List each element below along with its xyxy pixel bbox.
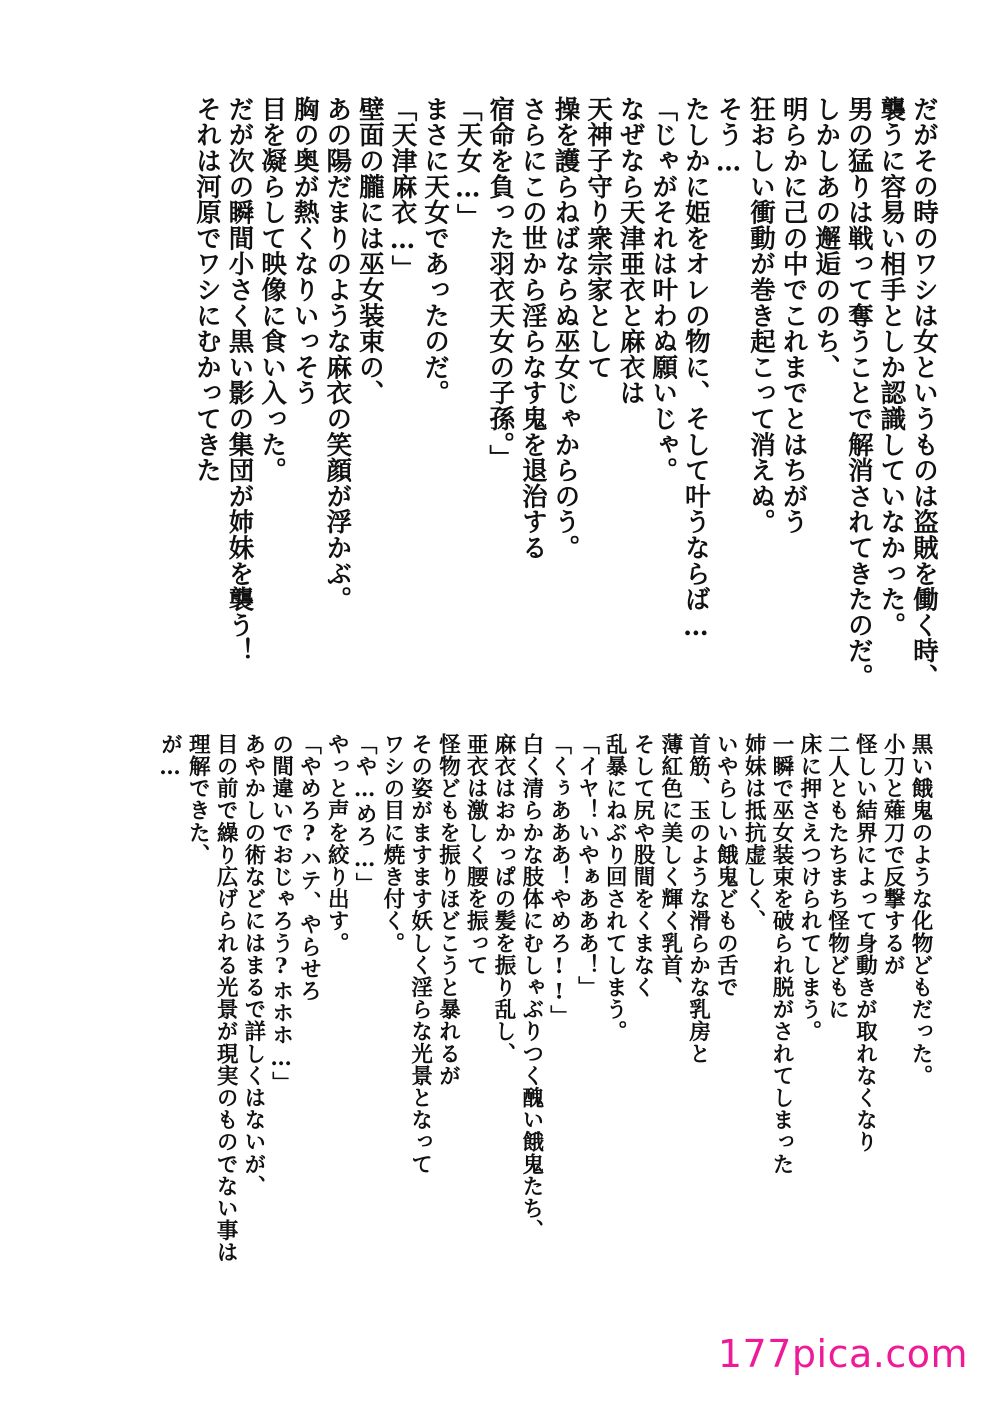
bottom-text-block xyxy=(156,733,934,1353)
bottom-line-21: 「や…めろ…」 xyxy=(352,733,378,895)
bottom-line-28: が… xyxy=(157,733,183,781)
bottom-line-4: 二人ともたちまち怪物どもに xyxy=(824,733,850,1021)
bottom-line-10: 薄紅色に美しく輝く乳首、 xyxy=(657,733,683,999)
bottom-line-13: 「イヤ！いやぁあああ！」 xyxy=(574,733,600,999)
top-line-4: しかしあの邂逅ののち、 xyxy=(811,96,842,380)
top-line-3: 男の猛りは戦って奪うことで解消されてきたのだ。 xyxy=(843,96,874,690)
bottom-line-6: 一瞬で巫女装束を破られ脱がされてしまった xyxy=(769,733,795,1175)
bottom-line-2: 小刀と薙刀で反撃するが xyxy=(880,733,906,977)
bottom-line-27: 理解できた、 xyxy=(185,733,211,866)
top-line-12: 操を護らねばならぬ巫女じゃからのう。 xyxy=(550,96,581,561)
top-line-13: さらにこの世から淫らなす鬼を退治する xyxy=(517,96,548,561)
top-line-18: 壁面の朧には巫女装束の、 xyxy=(354,96,385,406)
top-line-23: それは河原でワシにむかってきた xyxy=(191,96,222,483)
top-line-15: 「天女…」 xyxy=(452,96,483,230)
top-text-block xyxy=(190,96,940,706)
bottom-line-20: ワシの目に焼き付く。 xyxy=(379,733,405,954)
bottom-line-8: いやらしい餓鬼どもの舌で xyxy=(713,733,739,999)
bottom-line-26: 目の前で繰り広げられる光景が現実のものでない事は xyxy=(213,733,239,1264)
bottom-line-3: 怪しい結界によって身動きが取れなくなり xyxy=(852,733,878,1153)
top-line-17: 「天津麻衣…」 xyxy=(387,96,418,282)
bottom-line-17: 亜衣は激しく腰を振って xyxy=(463,733,489,977)
top-line-16: まさに天女であったのだ。 xyxy=(420,96,451,406)
bottom-line-18: 怪物どもを振りほどこうと暴れるが xyxy=(435,733,461,1087)
bottom-line-11: そして尻や股間をくまなく xyxy=(630,733,656,999)
top-line-19: あの陽だまりのような麻衣の笑顔が浮かぶ。 xyxy=(322,96,353,612)
bottom-line-15: 白く清らかな肢体にむしゃぶりつく醜い餓鬼たち、 xyxy=(518,733,544,1242)
bottom-line-14: 「くぅあああ！やめろ!!」 xyxy=(546,733,572,1028)
bottom-line-19: その姿がますます妖しく淫らな光景となって xyxy=(407,733,433,1175)
bottom-line-22: やっと声を絞り出す。 xyxy=(324,733,350,954)
bottom-line-9: 首筋、玉のような滑らかな乳房と xyxy=(685,733,711,1065)
top-line-2: 襲うに容易い相手としか認識していなかった。 xyxy=(876,96,907,638)
bottom-line-25: あやかしの術などにはまるで詳しくはないが、 xyxy=(240,733,266,1198)
top-line-5: 明らかに己の中でこれまでとはちがう xyxy=(778,96,809,535)
top-line-1: だがその時のワシは女というものは盗賊を働く時、 xyxy=(909,96,939,690)
top-line-14: 宿命を負った羽衣天女の子孫。」 xyxy=(485,96,516,471)
bottom-line-5: 床に押さえつけられてしまう。 xyxy=(796,733,822,1043)
top-line-9: 「じゃがそれは叶わぬ願いじゃ。 xyxy=(648,96,679,483)
bottom-line-12: 乱暴にねぶり回されてしまう。 xyxy=(602,733,628,1043)
top-line-6: 狂おしい衝動が巻き起こって消えぬ。 xyxy=(746,96,777,535)
top-line-8: たしかに姫をオレの物に、そして叶うならば… xyxy=(680,96,711,643)
bottom-line-23: 「やめろ?ハテ、やらせろ xyxy=(296,733,322,1002)
top-line-22: だが次の瞬間小さく黒い影の集団が姉妹を襲う！ xyxy=(224,96,255,664)
top-line-20: 胸の奥が熱くなりいっそう xyxy=(289,96,320,406)
bottom-line-16: 麻衣はおかっぱの髪を振り乱し、 xyxy=(491,733,517,1065)
site-watermark: 177pica.com xyxy=(717,1332,968,1376)
bottom-line-7: 姉妹は抵抗虚しく、 xyxy=(741,733,767,932)
top-line-11: 天神子守り衆宗家として xyxy=(583,96,614,380)
top-line-7: そう… xyxy=(713,96,744,178)
top-line-21: 目を凝らして映像に食い入った。 xyxy=(257,96,288,483)
bottom-line-24: の間違いでおじゃろう?ホホホ…」 xyxy=(268,733,294,1094)
bottom-line-1: 黒い餓鬼のような化物どもだった。 xyxy=(908,733,933,1087)
top-line-10: なぜなら天津亜衣と麻衣は xyxy=(615,96,646,406)
